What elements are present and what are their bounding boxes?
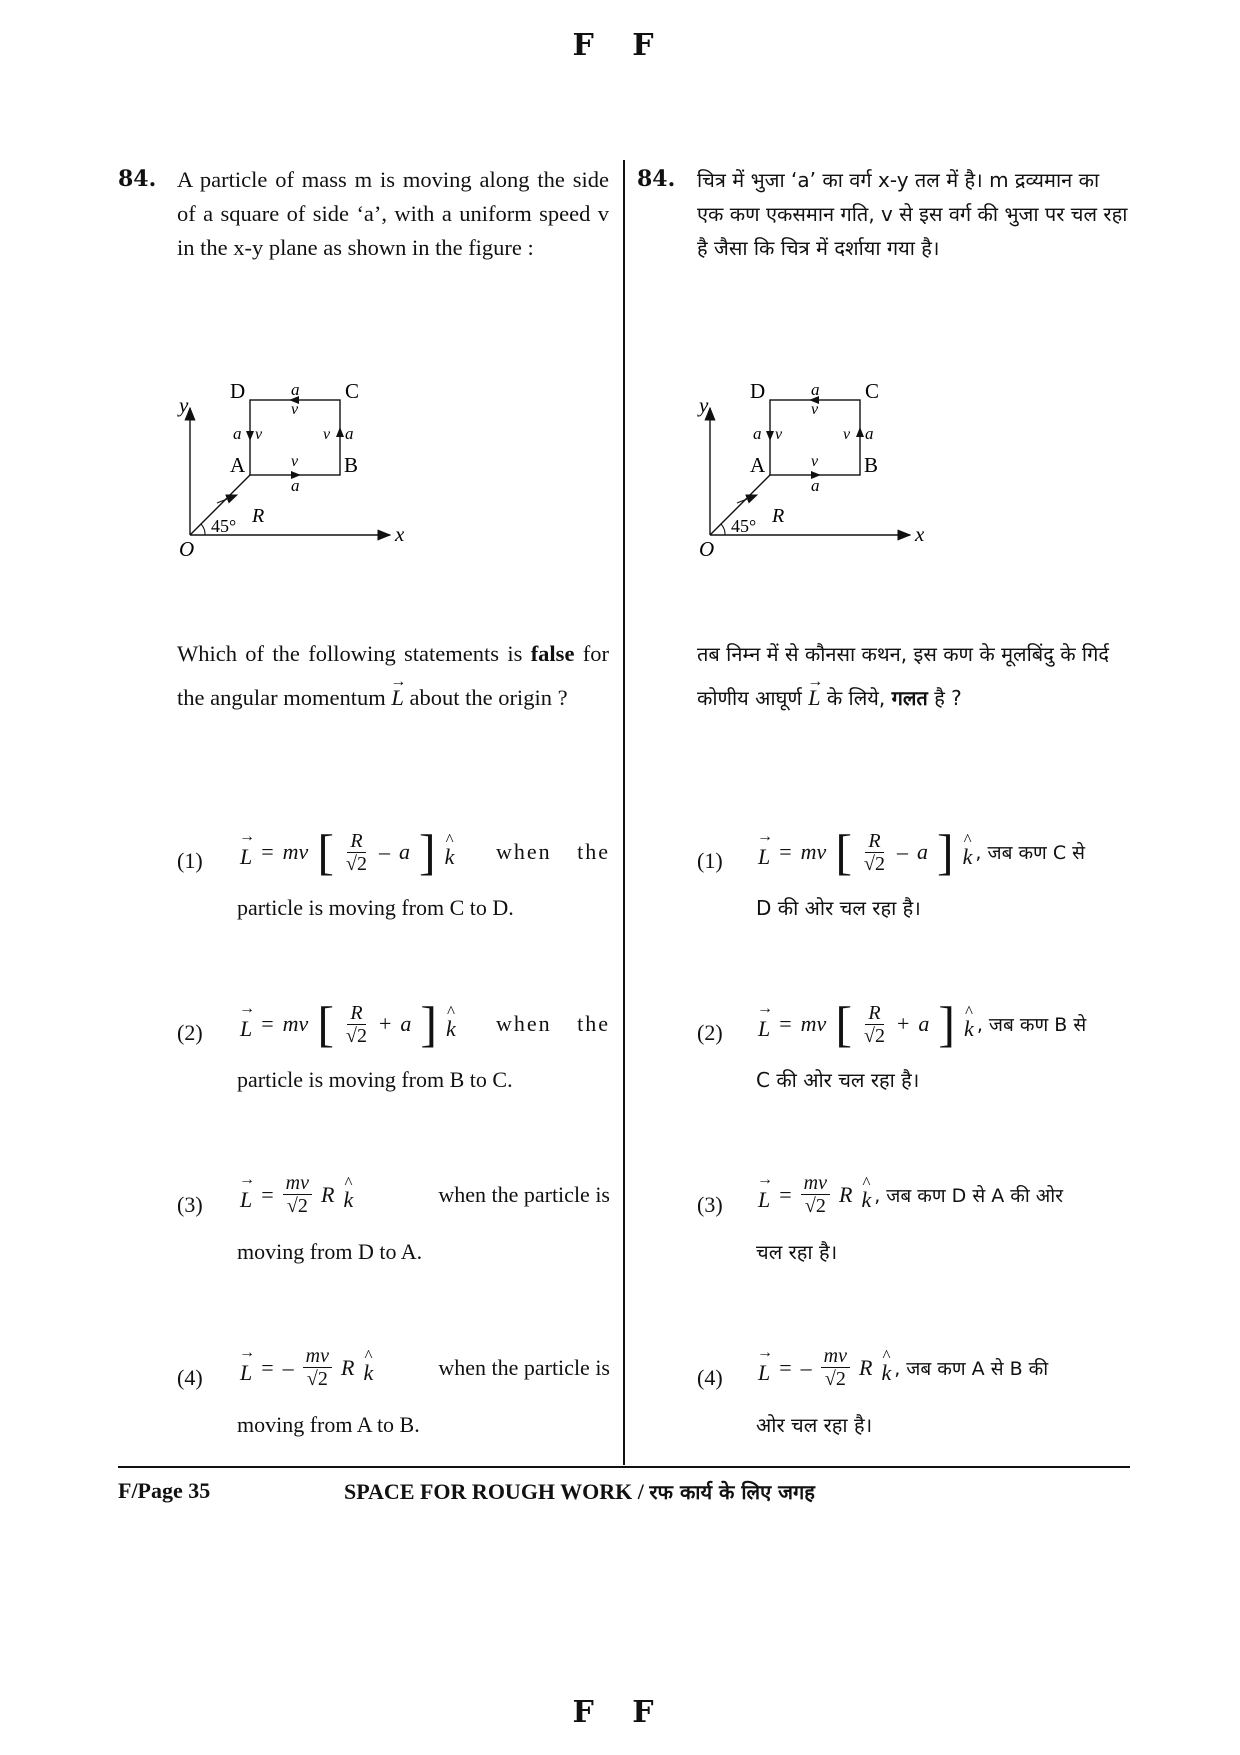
option-3-number-en: (3) — [177, 1192, 203, 1217]
speed-label-left: v — [255, 426, 263, 443]
side-label-bottom: a — [291, 476, 300, 495]
speed-label-right: v — [323, 426, 331, 443]
option-3-formula-en: → L = $\frac{mv}{√2}$ R ^ k when the particle is — [240, 1172, 610, 1217]
label-a: A — [750, 453, 766, 477]
r-direction-arrow — [217, 495, 237, 503]
option-4-number-hi: (4) — [697, 1365, 723, 1390]
option-3-formula-hi: → L = $\frac{mv}{√2}$ R ^ k , जब कण D से A की ओर — [758, 1172, 1130, 1217]
speed-label-right: v — [843, 426, 851, 443]
side-label-left: a — [233, 424, 242, 443]
option-1-formula-hi: → L = mv [ $\frac{R}{√2}$ – a ] ^ k , जब कण C से — [758, 827, 1130, 877]
option-2-number-en: (2) — [177, 1020, 203, 1045]
angle-arc — [721, 524, 725, 535]
option-1-formula-en: → L = mv [ $\frac{R}{√2}$ – a ] ^ k when the — [240, 827, 610, 877]
side-label-right: a — [345, 424, 354, 443]
option-1-number-hi: (1) — [697, 848, 723, 873]
question-stem-en: A particle of mass m is moving along the side of a square of side ‘a’, with a uniform speed v in the x-y plane as shown in the figure : — [177, 167, 609, 260]
angle-label: 45° — [211, 516, 237, 536]
page-header-mark: F F — [572, 28, 668, 63]
option-4-formula-hi: → L = – $\frac{mv}{√2}$ R ^ k , जब कण A से B की — [758, 1345, 1130, 1390]
rough-work-label: SPACE FOR ROUGH WORK / रफ कार्य के लिए जगह — [344, 1479, 815, 1504]
side-label-left: a — [753, 424, 762, 443]
question-ask-hi: तब निम्न में से कौनसा कथन, इस कण के मूलबिंदु के गिर्द कोणीय आघूर्ण → L के लिये, गलत है ? — [697, 637, 1130, 715]
option-3-line2-hi: चल रहा है। — [756, 1240, 838, 1264]
bottom-rule — [118, 1466, 1130, 1468]
column-divider — [623, 160, 625, 1465]
question-number-en: 84. — [118, 166, 157, 192]
side-label-top: a — [811, 380, 820, 399]
r-label: R — [772, 505, 785, 527]
option-4-line2-en: moving from A to B. — [237, 1412, 420, 1437]
option-2-formula-hi: → L = mv [ $\frac{R}{√2}$ + a ] ^ k , जब कण B से — [758, 999, 1130, 1049]
option-4-line2-hi: ओर चल रहा है। — [756, 1413, 873, 1437]
label-b: B — [344, 453, 359, 477]
option-2-line2-en: particle is moving from B to C. — [237, 1067, 513, 1092]
speed-label-bottom: v — [291, 453, 299, 470]
question-number-hi: 84. — [637, 166, 676, 192]
speed-label-top: v — [811, 401, 819, 418]
angle-arc — [201, 524, 205, 535]
r-label: R — [252, 505, 265, 527]
question-stem-hi: चित्र में भुजा ‘a’ का वर्ग x-y तल में है। m द्रव्यमान का एक कण एकसमान गति, v से इस वर्ग की भुजा पर चल रहा है जैसा कि चित्र में दर्शाया गया है। — [697, 168, 1128, 260]
option-2-formula-en: → L = mv [ $\frac{R}{√2}$ + a ] ^ k when the — [240, 999, 610, 1049]
r-direction-arrow — [737, 495, 757, 503]
label-c: C — [345, 379, 360, 403]
label-a: A — [230, 453, 246, 477]
speed-label-left: v — [775, 426, 783, 443]
x-axis-label: x — [395, 522, 405, 546]
option-1-number-en: (1) — [177, 848, 203, 873]
side-label-top: a — [291, 380, 300, 399]
label-b: B — [864, 453, 879, 477]
label-d: D — [750, 379, 766, 403]
option-3-number-hi: (3) — [697, 1192, 723, 1217]
speed-label-bottom: v — [811, 453, 819, 470]
option-3-line2-en: moving from D to A. — [237, 1239, 423, 1264]
option-2-line2-hi: C की ओर चल रहा है। — [756, 1068, 920, 1092]
x-axis-label: x — [915, 522, 925, 546]
label-c: C — [865, 379, 880, 403]
square-path-figure-hi — [685, 378, 925, 558]
option-2-number-hi: (2) — [697, 1020, 723, 1045]
option-1-line2-en: particle is moving from C to D. — [237, 895, 514, 920]
side-label-right: a — [865, 424, 874, 443]
y-axis-label: y — [699, 393, 709, 417]
side-label-bottom: a — [811, 476, 820, 495]
option-4-formula-en: → L = – $\frac{mv}{√2}$ R ^ k when the particle is — [240, 1345, 610, 1390]
vector-l: → L — [808, 671, 820, 715]
page-footer-mark: F F — [572, 1695, 668, 1730]
speed-label-top: v — [291, 401, 299, 418]
vector-l: → L — [391, 671, 404, 715]
option-4-number-en: (4) — [177, 1365, 203, 1390]
origin-label: O — [179, 537, 195, 558]
origin-label: O — [699, 537, 715, 558]
square-path-figure-en — [165, 378, 405, 558]
page-number: F/Page 35 — [118, 1478, 211, 1503]
y-axis-label: y — [179, 393, 189, 417]
question-ask-en: Which of the following statements is false for the angular momentum → L about the origin ? — [177, 637, 609, 715]
option-1-line2-hi: D की ओर चल रहा है। — [756, 896, 921, 920]
label-d: D — [230, 379, 246, 403]
angle-label: 45° — [731, 516, 757, 536]
